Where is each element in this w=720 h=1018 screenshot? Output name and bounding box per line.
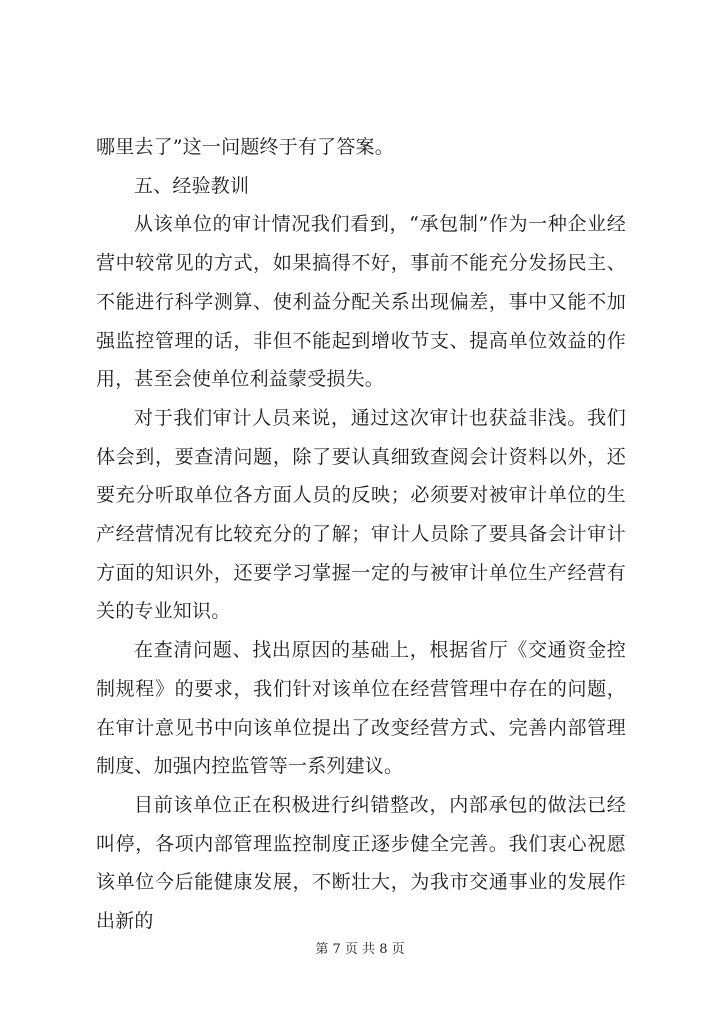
paragraph-3: 从该单位的审计情况我们看到，“承包制”作为一种企业经营中较常见的方式，如果搞得不好，事前不能充分发扬民主、不能进行科学测算、使利益分配关系出现偏差，事中又能不加强监控管理的话，非但不能起到增收节支、提高单位效益的作用，甚至会使单位利益蒙受损失。 (96, 213, 626, 391)
paragraph-1: 哪里去了”这一问题终于有了答案。 (96, 136, 394, 158)
document-body (96, 128, 626, 941)
paragraph-6: 目前该单位正在积极进行纠错整改，内部承包的做法已经叫停，各项内部管理监控制度正逐步健全完善。我们衷心祝愿该单位今后能健康发展，不断壮大，为我市交通事业的发展作出新的 (96, 793, 626, 933)
paragraph-5: 在查清问题、找出原因的基础上，根据省厅《交通资金控制规程》的要求，我们针对该单位在经营管理中存在的问题，在审计意见书中向该单位提出了改变经营方式、完善内部管理制度、加强内控监管等一系列建议。 (96, 639, 626, 778)
paragraph-4: 对于我们审计人员来说，通过这次审计也获益非浅。我们体会到，要查清问题，除了要认真细致查阅会计资料以外，还要充分听取单位各方面人员的反映；必须要对被审计单位的生产经营情况有比较充分的了解；审计人员除了要具备会计审计方面的知识外，还要学习掌握一定的与被审计单位生产经营有关的专业知识。 (96, 406, 626, 623)
section-heading-experience: 五、经验教训 (134, 174, 250, 197)
page-number-footer: 第 7 页 共 8 页 (315, 942, 405, 957)
